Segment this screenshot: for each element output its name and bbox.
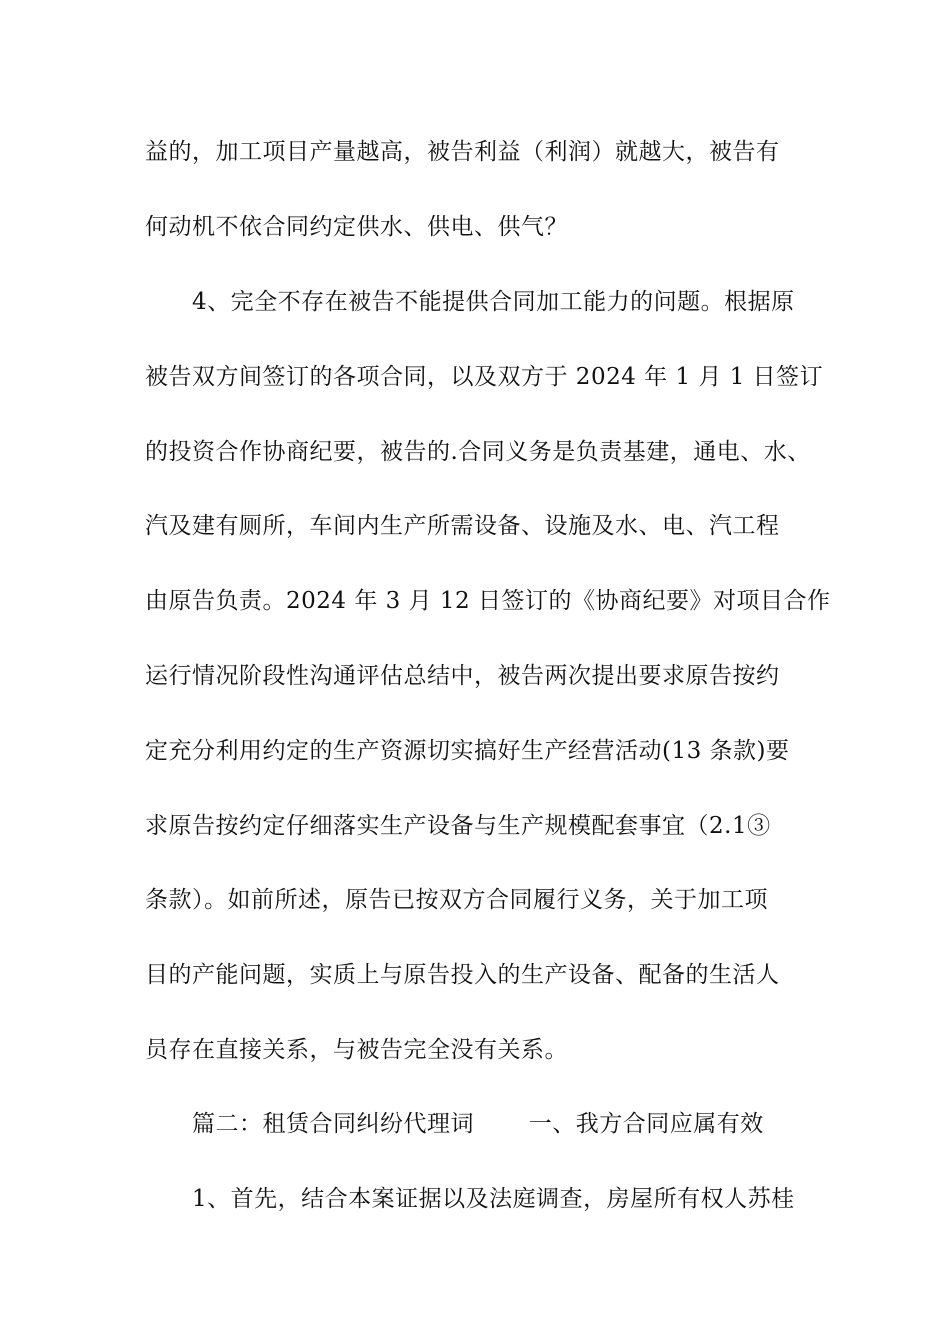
text-line: 的投资合作协商纪要，被告的.合同义务是负责基建，通电、水、	[145, 439, 811, 465]
text-line: 由原告负责。2024 年 3 月 12 日签订的《协商纪要》对项目合作	[145, 588, 831, 614]
text-line: 运行情况阶段性沟通评估总结中，被告两次提出要求原告按约	[145, 663, 780, 689]
text-line: 目的产能问题，实质上与原告投入的生产设备、配备的生活人	[145, 962, 780, 988]
text-line: 4、完全不存在被告不能提供合同加工能力的问题。根据原	[192, 289, 795, 315]
text-line: 何动机不依合同约定供水、供电、供气？	[145, 214, 568, 240]
text-line: 员存在直接关系，与被告完全没有关系。	[145, 1037, 568, 1063]
text-line: 求原告按约定仔细落实生产设备与生产规模配套事宜（2.1③	[145, 813, 771, 839]
text-line: 定充分利用约定的生产资源切实搞好生产经营活动(13 条款)要	[145, 738, 790, 764]
text-line: 1、首先，结合本案证据以及法庭调查，房屋所有权人苏桂	[192, 1186, 795, 1212]
section-heading: 篇二：租赁合同纠纷代理词 一、我方合同应属有效	[192, 1111, 764, 1137]
text-line: 益的，加工项目产量越高，被告利益（利润）就越大，被告有	[145, 139, 780, 165]
text-line: 条款）。如前所述，原告已按双方合同履行义务，关于加工项	[145, 887, 768, 913]
text-line: 汽及建有厕所，车间内生产所需设备、设施及水、电、汽工程	[145, 513, 780, 539]
text-line: 被告双方间签订的各项合同，以及双方于 2024 年 1 月 1 日签订	[145, 364, 824, 390]
